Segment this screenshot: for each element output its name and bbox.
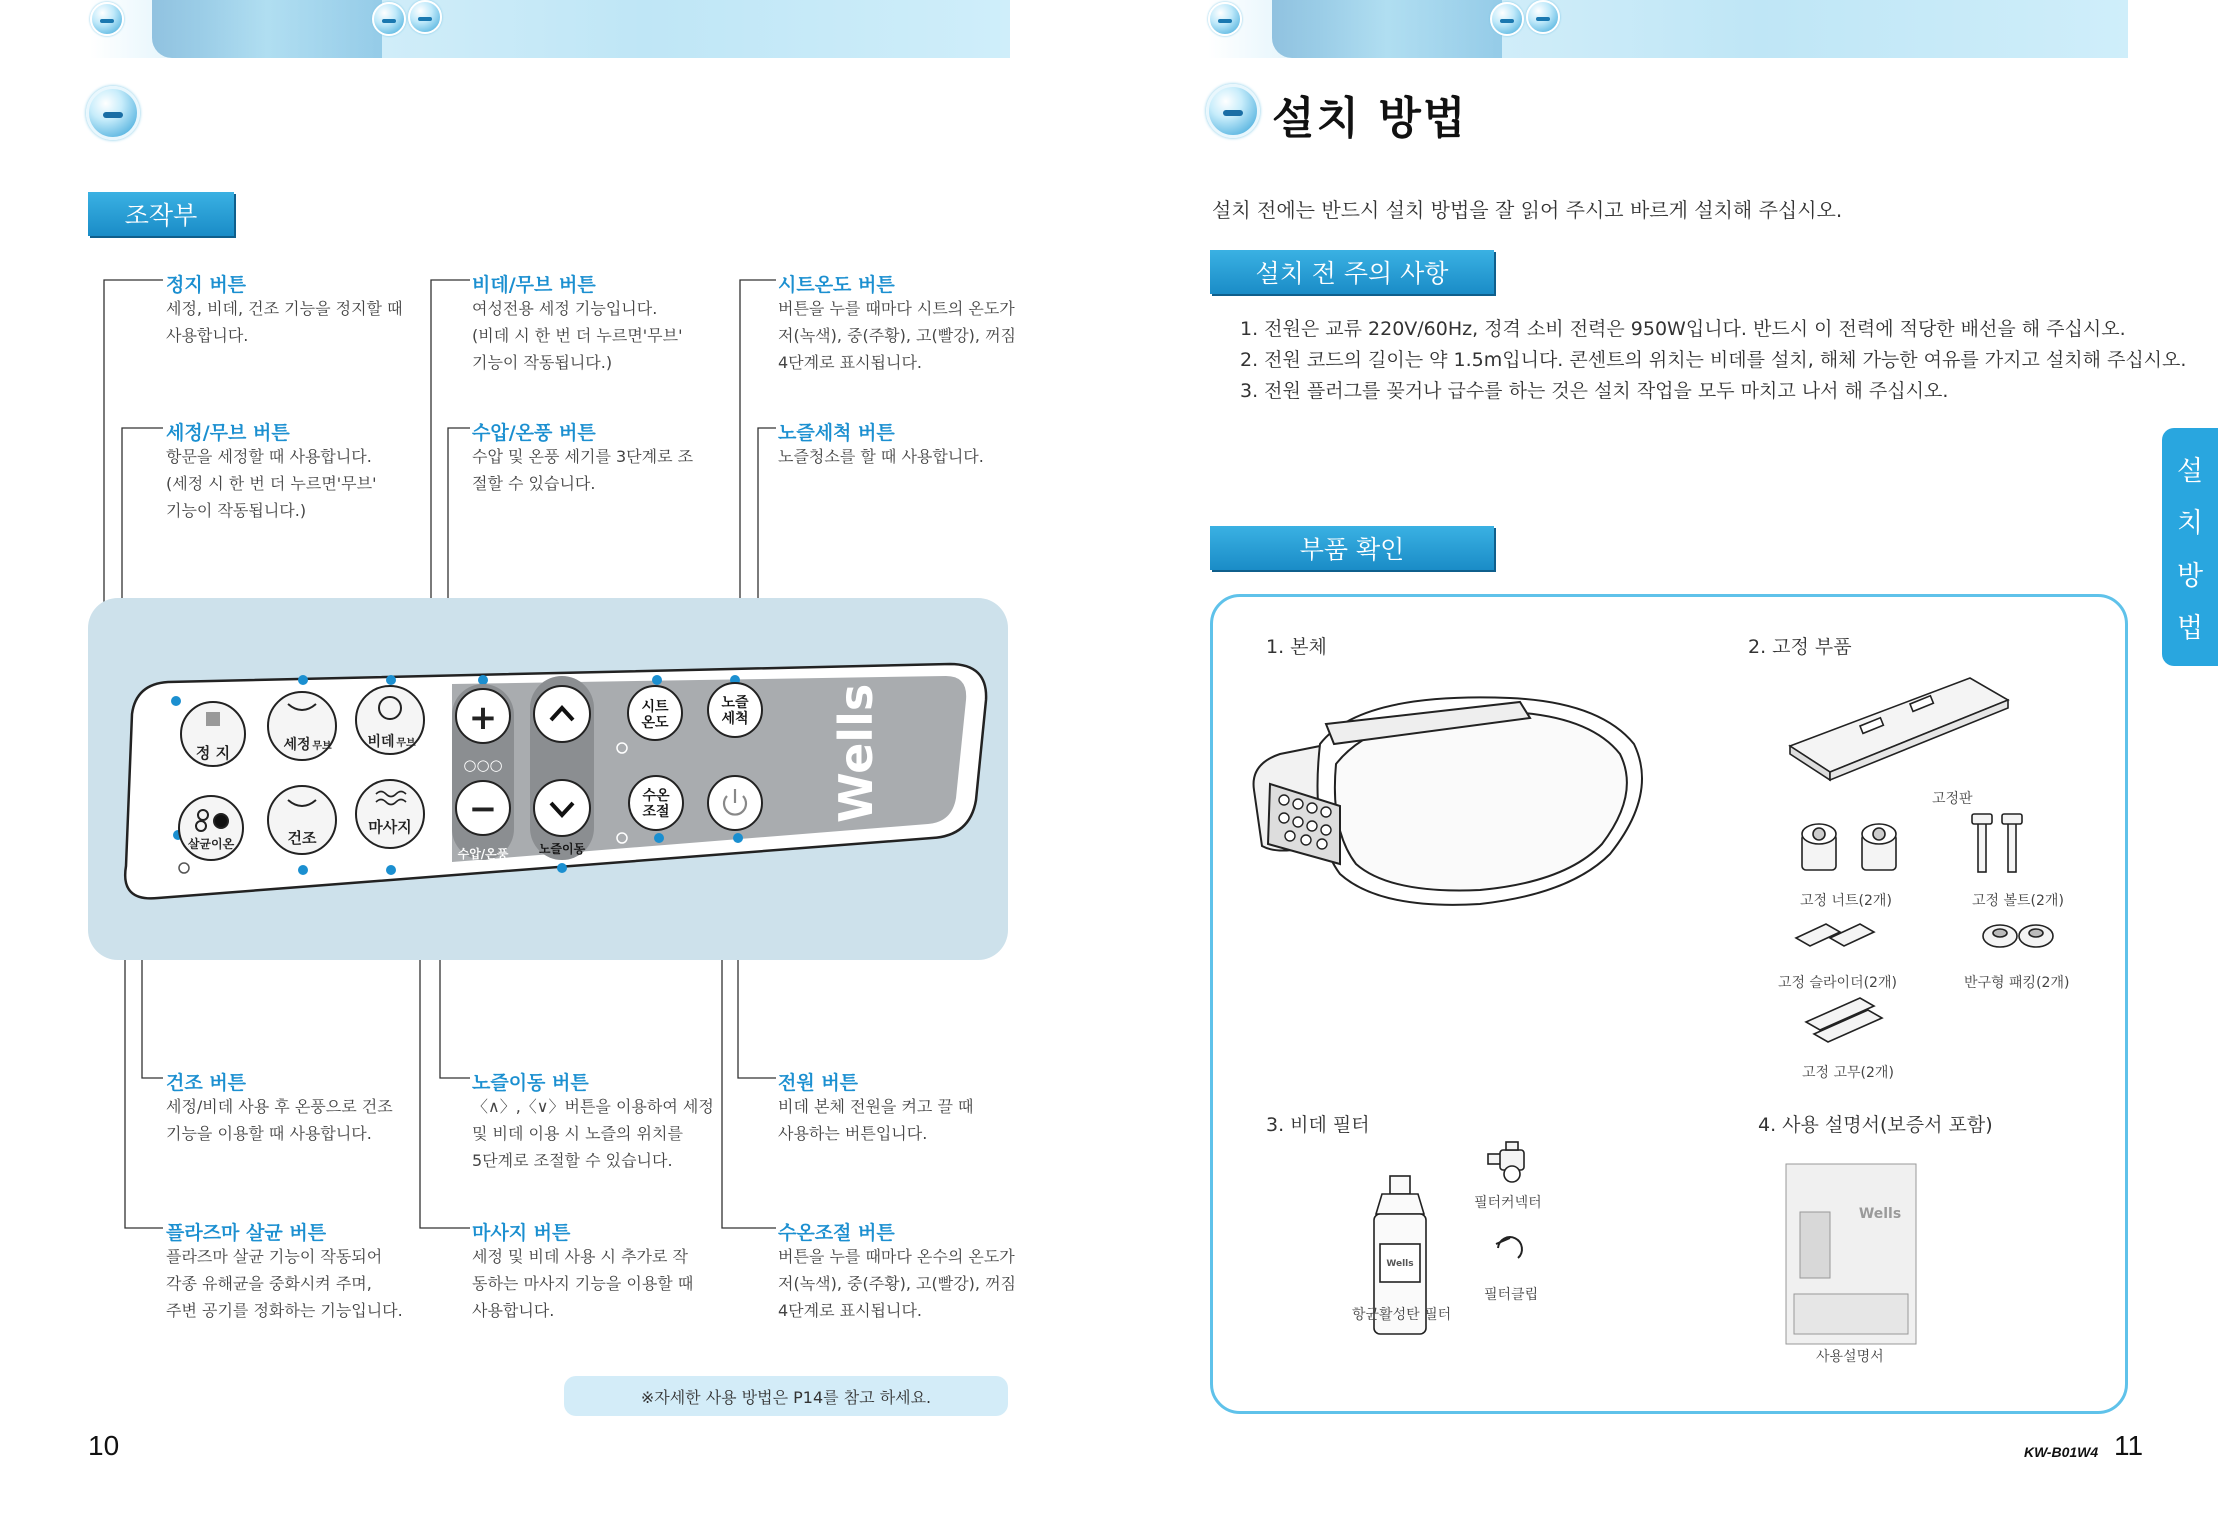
seat-temp-button-title: 시트온도 버튼	[778, 274, 895, 296]
nozzle-move-button-desc: 〈∧〉,〈∨〉버튼을 이용하여 세정 및 비데 이용 시 노즐의 위치를 5단계로 조절할 수 있습니다.	[472, 1097, 714, 1170]
water-temp-label-1: 수온	[642, 788, 670, 804]
model-number: KW-B01W4	[2024, 1444, 2099, 1460]
up-button	[534, 686, 590, 742]
massage-panel-button	[356, 780, 424, 848]
fix-slider-illustration	[1796, 924, 1874, 946]
manual-label: 사용설명서	[1816, 1349, 1884, 1365]
massage-button-title: 마사지 버튼	[472, 1222, 571, 1244]
fix-nut-illustration	[1802, 824, 1896, 870]
bubble-icon	[1208, 2, 1242, 36]
dry-button-title: 건조 버튼	[166, 1072, 247, 1094]
bidet-panel-label: 비데	[367, 734, 395, 750]
fix-rubber-label: 고정 고무(2개)	[1802, 1065, 1894, 1081]
fix-plate-label: 고정판	[1932, 791, 1973, 807]
power-button-desc: 비데 본체 전원을 켜고 끌 때 사용하는 버튼입니다.	[778, 1097, 974, 1143]
nozzle-clean-button-desc: 노즐청소를 할 때 사용합니다.	[778, 447, 984, 466]
seat-temp-label-2: 온도	[641, 715, 669, 731]
install-intro: 설치 전에는 반드시 설치 방법을 잘 읽어 주시고 바르게 설치해 주십시오.	[1212, 198, 1843, 222]
pressure-panel-label: 수압/온풍	[457, 847, 509, 861]
control-section-tab: 조작부	[88, 192, 234, 236]
fix-plate-illustration	[1790, 678, 2008, 780]
filter-clip-label: 필터클립	[1484, 1287, 1539, 1303]
dry-button-desc: 세정/비데 사용 후 온풍으로 건조 기능을 이용할 때 사용합니다.	[166, 1097, 393, 1143]
side-section-tab	[2162, 428, 2218, 666]
packing-illustration	[1983, 925, 2053, 947]
power-button-title: 전원 버튼	[778, 1072, 859, 1094]
pressure-button-title: 수압/온풍 버튼	[472, 422, 596, 444]
page-title: 설치 방법	[1272, 93, 1468, 144]
water-temp-label-2: 조절	[642, 804, 670, 820]
panel-brand-logo: Wells	[829, 683, 883, 823]
right-banner-photo	[1272, 0, 1502, 58]
dry-panel-label: 건조	[287, 829, 317, 847]
section-bubble-icon	[1206, 84, 1260, 138]
fix-bolt-illustration	[1972, 814, 2022, 872]
caution-item: 3. 전원 플러그를 꽂거나 급수를 하는 것은 설치 작업을 모두 마치고 나서 해 주십시오.	[1240, 380, 1949, 402]
carbon-filter-label: 항균활성탄 필터	[1352, 1307, 1452, 1323]
water-temp-button-desc: 버튼을 누를 때마다 온수의 온도가 저(녹색), 중(주황), 고(빨강), 꺼짐 4단계로 표시됩니다.	[778, 1247, 1016, 1320]
plus-icon: +	[468, 698, 498, 738]
minus-icon: −	[468, 789, 498, 829]
massage-panel-label: 마사지	[368, 818, 412, 836]
side-tab-char: 치	[2176, 508, 2204, 540]
parts-section-tab: 부품 확인	[1210, 526, 1494, 570]
seat-temp-label-1: 시트	[641, 699, 669, 715]
caution-item: 2. 전원 코드의 길이는 약 1.5m입니다. 콘센트의 위치는 비데를 설치, 해체 가능한 여유를 가지고 설치해 주십시오.	[1240, 349, 2187, 371]
bidet-button-desc: 여성전용 세정 기능입니다. (비데 시 한 번 더 누르면'무브' 기능이 작동됩니다.)	[472, 299, 683, 372]
manual-brand-logo: Wells	[1858, 1206, 1902, 1222]
down-button	[534, 780, 590, 836]
bidet-button-title: 비데/무브 버튼	[472, 274, 596, 296]
plasma-button-desc: 플라즈마 살균 기능이 작동되어 각종 유해균을 중화시켜 주며, 주변 공기를 정화하는 기능입니다.	[166, 1247, 403, 1320]
part-body-label: 1. 본체	[1266, 636, 1327, 658]
part-filter-label: 3. 비데 필터	[1266, 1114, 1370, 1136]
bubble-icon	[1526, 0, 1560, 34]
side-tab-char: 설	[2176, 455, 2204, 487]
usage-note: ※자세한 사용 방법은 P14를 참고 하세요.	[564, 1376, 1008, 1416]
stop-panel-label: 정 지	[195, 744, 231, 762]
fix-bolt-label: 고정 볼트(2개)	[1972, 893, 2064, 909]
fix-slider-label: 고정 슬라이더(2개)	[1778, 975, 1897, 991]
side-tab-char: 방	[2176, 560, 2204, 592]
right-page-number: 11	[2114, 1430, 2144, 1461]
left-page-number: 10	[88, 1430, 120, 1461]
part-fixing-label: 2. 고정 부품	[1748, 636, 1852, 658]
control-panel-diagram	[0, 0, 1020, 1340]
nozzle-clean-label-2: 세척	[721, 711, 749, 727]
nozzle-move-button-title: 노즐이동 버튼	[472, 1072, 589, 1094]
parts-illustrations	[1210, 594, 2128, 1414]
wash-button-desc: 항문을 세정할 때 사용합니다. (세정 시 한 번 더 누르면'무브' 기능이 작동됩니다.)	[166, 447, 377, 520]
pressure-button-desc: 수압 및 온풍 세기를 3단계로 조 절할 수 있습니다.	[472, 447, 694, 493]
filter-connector-illustration	[1488, 1142, 1524, 1182]
nozzle-clean-label-1: 노즐	[721, 695, 749, 711]
bidet-body-illustration	[1254, 697, 1642, 904]
massage-button-desc: 세정 및 비데 사용 시 추가로 작 동하는 마사지 기능을 이용할 때 사용합니다.	[472, 1247, 694, 1320]
wash-panel-label: 세정	[283, 737, 311, 753]
stop-button-desc: 세정, 비데, 건조 기능을 정지할 때 사용합니다.	[166, 299, 403, 345]
caution-item: 1. 전원은 교류 220V/60Hz, 정격 소비 전력은 950W입니다. 반드시 이 전력에 적당한 배선을 해 주십시오.	[1240, 318, 2126, 340]
water-temp-button-title: 수온조절 버튼	[778, 1222, 895, 1244]
wash-button-title: 세정/무브 버튼	[166, 422, 290, 444]
filter-brand-logo: Wells	[1386, 1259, 1414, 1269]
bubble-icon	[1490, 2, 1524, 36]
seat-temp-button-desc: 버튼을 누를 때마다 시트의 온도가 저(녹색), 중(주황), 고(빨강), 꺼짐 4단계로 표시됩니다.	[778, 299, 1016, 372]
manual-illustration	[1786, 1164, 1916, 1344]
packing-label: 반구형 패킹(2개)	[1964, 975, 2070, 991]
wash-panel-sub: 무브	[312, 741, 332, 752]
fix-nut-label: 고정 너트(2개)	[1800, 893, 1892, 909]
plasma-button-title: 플라즈마 살균 버튼	[166, 1222, 327, 1244]
part-manual-label: 4. 사용 설명서(보증서 포함)	[1758, 1114, 1993, 1136]
filter-clip-illustration	[1496, 1237, 1522, 1258]
caution-section-tab: 설치 전 주의 사항	[1210, 250, 1494, 294]
plasma-panel-label: 살균이온	[187, 837, 235, 851]
pressure-level-dots: ○○○	[463, 756, 503, 774]
move-panel-label: 노즐이동	[538, 842, 586, 856]
bidet-panel-sub: 무브	[396, 738, 416, 749]
stop-button-title: 정지 버튼	[166, 274, 247, 296]
fix-rubber-illustration	[1806, 998, 1882, 1042]
nozzle-clean-button-title: 노즐세척 버튼	[778, 422, 895, 444]
filter-connector-label: 필터커넥터	[1474, 1195, 1542, 1211]
side-tab-char: 법	[2176, 613, 2204, 645]
